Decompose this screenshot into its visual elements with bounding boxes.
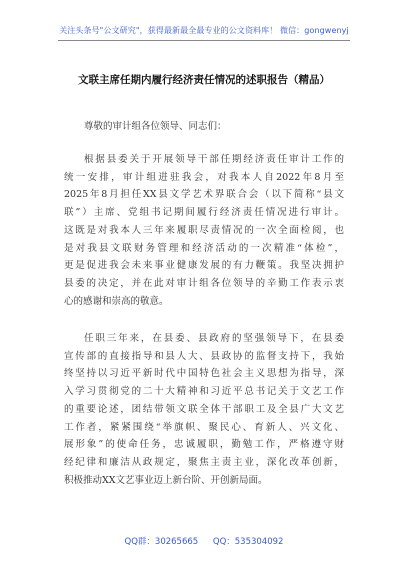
header-note: 关注头条号"公文研究"，获得最新最全最专业的公文资料库！ 微信：gongwenyj [59, 26, 349, 35]
footer [0, 535, 408, 547]
paragraph-line: 这既是对我本人三年来履职尽责情况的一次全面检阅，也 [64, 224, 344, 236]
paragraph-2 [64, 330, 344, 489]
footer-qq: QQ：535304092 [212, 537, 284, 547]
paragraph-line: 县委的决定，并在此对审计组各位领导的辛勤工作表示衷 [64, 277, 344, 289]
paragraph-line: 联”）主席、党组书记期间履行经济责任情况进行审计。 [64, 207, 344, 219]
paragraph-line: 根据县委关于开展领导干部任期经济责任审计工作的 [84, 154, 344, 165]
salutation [64, 118, 344, 136]
paragraph-line: 经纪律和廉洁从政规定，聚焦主责主业，深化改革创新， [64, 456, 344, 468]
paragraph-line: 展形象”的使命任务，忠诚履职，勤勉工作，严格遵守财 [64, 439, 344, 451]
paragraph-line: 更是促进我会未来事业健康发展的有力鞭策。我坚决拥护 [64, 260, 344, 272]
paragraph-line: 2025年8月担任XX县文学艺术界联合会（以下简称“县文 [64, 189, 344, 201]
paragraph-line: 积极推动XX文艺事业迈上新台阶、开创新局面。 [64, 474, 268, 486]
salutation-text: 尊敬的审计组各位领导、同志们： [84, 121, 227, 132]
paragraph-1 [64, 151, 344, 310]
paragraph-line: 宣传部的直接指导和县人大、县政协的监督支持下，我始 [64, 350, 344, 362]
document-title: 文联主席任期内履行经济责任情况的述职报告（精品） [78, 74, 330, 86]
header-divider [58, 40, 350, 41]
paragraph-line: 的重要论述，团结带领文联全体干部职工及全县广大文艺 [64, 403, 344, 415]
paragraph-line: 入学习贯彻党的二十大精神和习近平总书记关于文艺工作 [64, 386, 344, 398]
paragraph-line: 终坚持以习近平新时代中国特色社会主义思想为指导，深 [64, 368, 344, 380]
paragraph-line: 工作者，紧紧围绕“举旗帜、聚民心、育新人、兴文化、 [64, 421, 344, 433]
footer-qq-group: QQ群：30265665 [124, 537, 199, 547]
paragraph-line: 心的感谢和崇高的敬意。 [64, 295, 169, 307]
paragraph-line: 统一安排，审计组进驻我会，对我本人自2022年8月至 [64, 171, 344, 183]
paragraph-line: 任职三年来，在县委、县政府的坚强领导下，在县委 [84, 333, 344, 344]
paragraph-line: 是对我县文联财务管理和经济活动的一次精准“体检”， [64, 242, 344, 254]
